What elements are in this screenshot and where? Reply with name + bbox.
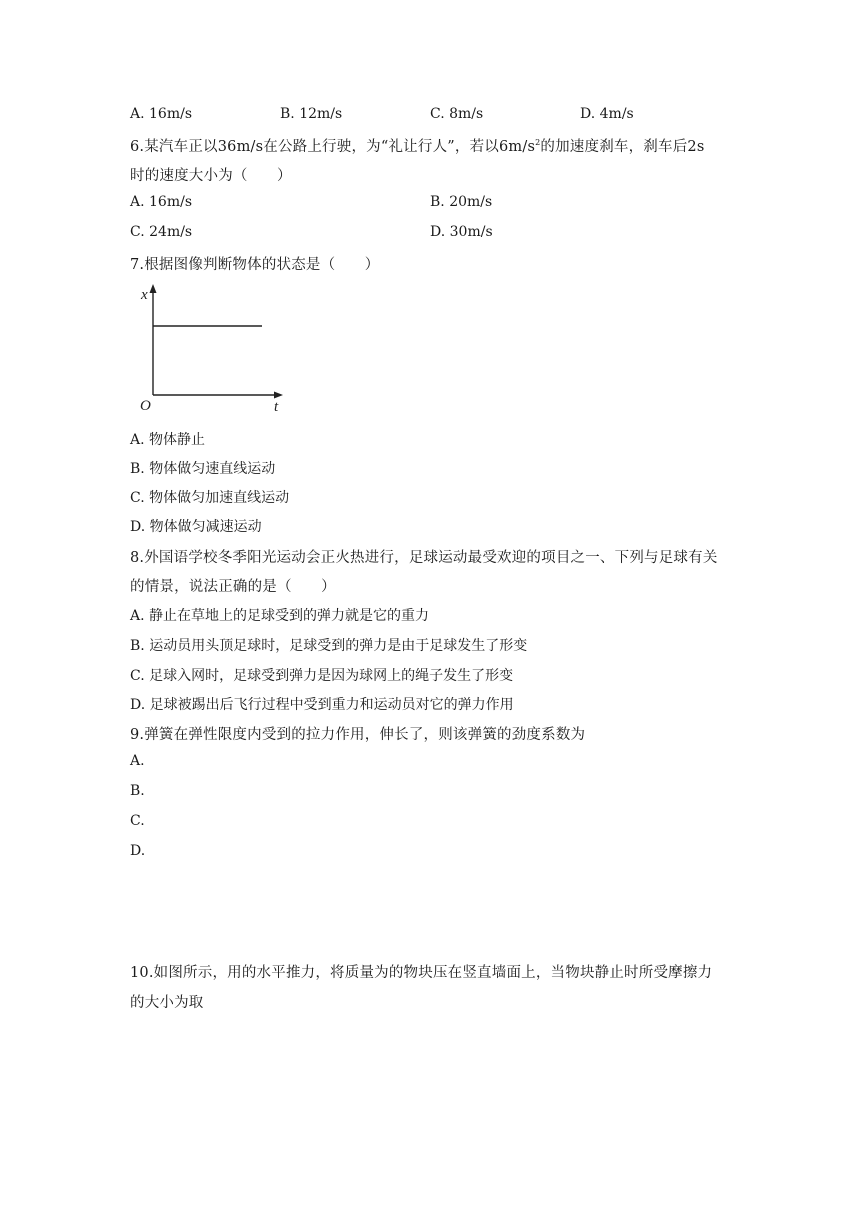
q5-option-c: C. 8m/s: [430, 106, 484, 122]
graph-y-label: x: [141, 287, 148, 303]
q8-option-c: C. 足球入网时，足球受到弹力是因为球网上的绳子发生了形变: [130, 668, 514, 684]
graph-x-label: t: [274, 399, 279, 415]
q8-option-b: B. 运动员用头顶足球时，足球受到的弹力是由于足球发生了形变: [130, 638, 528, 654]
graph-origin-label: O: [140, 398, 151, 414]
q9-option-c: C.: [130, 813, 145, 829]
q10-stem-line2: 的大小为取: [130, 995, 204, 1011]
q7-option-a: A. 物体静止: [130, 432, 206, 448]
q9-option-a: A.: [130, 753, 145, 769]
q5-option-a: A. 16m/s: [130, 106, 193, 122]
q6-stem-line1: 6.某汽车正以36m/s在公路上行驶，为“礼让行人”，若以$6m/s^2$的加速度刹车，刹车后2s: [130, 138, 705, 155]
graph-y-arrow: [150, 284, 157, 293]
q6-option-b: B. 20m/s: [430, 194, 493, 210]
q9-stem: 9.弹簧在弹性限度内受到的拉力作用，伸长了，则该弹簧的劲度系数为: [130, 727, 586, 743]
q8-stem-line1: 8.外国语学校冬季阳光运动会正火热进行，足球运动最受欢迎的项目之一、下列与足球有关: [130, 550, 718, 566]
q6-option-d: D. 30m/s: [430, 224, 493, 240]
q8-option-d: D. 足球被踢出后飞行过程中受到重力和运动员对它的弹力作用: [130, 697, 514, 713]
q10-stem-line1: 10.如图所示，用的水平推力，将质量为的物块压在竖直墙面上，当物块静止时所受摩擦力: [130, 965, 713, 981]
q8-option-a: A. 静止在草地上的足球受到的弹力就是它的重力: [130, 608, 430, 624]
q7-option-c: C. 物体做匀加速直线运动: [130, 490, 290, 506]
q9-option-b: B.: [130, 783, 145, 799]
graph-x-arrow: [274, 392, 283, 399]
q5-option-d: D. 4m/s: [580, 106, 634, 122]
q6-stem-line2: 时的速度大小为（ ）: [130, 168, 292, 184]
q6-option-c: C. 24m/s: [130, 224, 193, 240]
q9-option-d: D.: [130, 843, 146, 859]
q6-option-a: A. 16m/s: [130, 194, 193, 210]
q8-stem-line2: 的情景，说法正确的是（ ）: [130, 579, 336, 595]
q7-option-d: D. 物体做匀减速运动: [130, 519, 262, 535]
q7-option-b: B. 物体做匀速直线运动: [130, 461, 276, 477]
q5-option-b: B. 12m/s: [280, 106, 343, 122]
q7-stem: 7.根据图像判断物体的状态是（ ）: [130, 257, 380, 273]
q7-xt-graph: [128, 282, 298, 417]
